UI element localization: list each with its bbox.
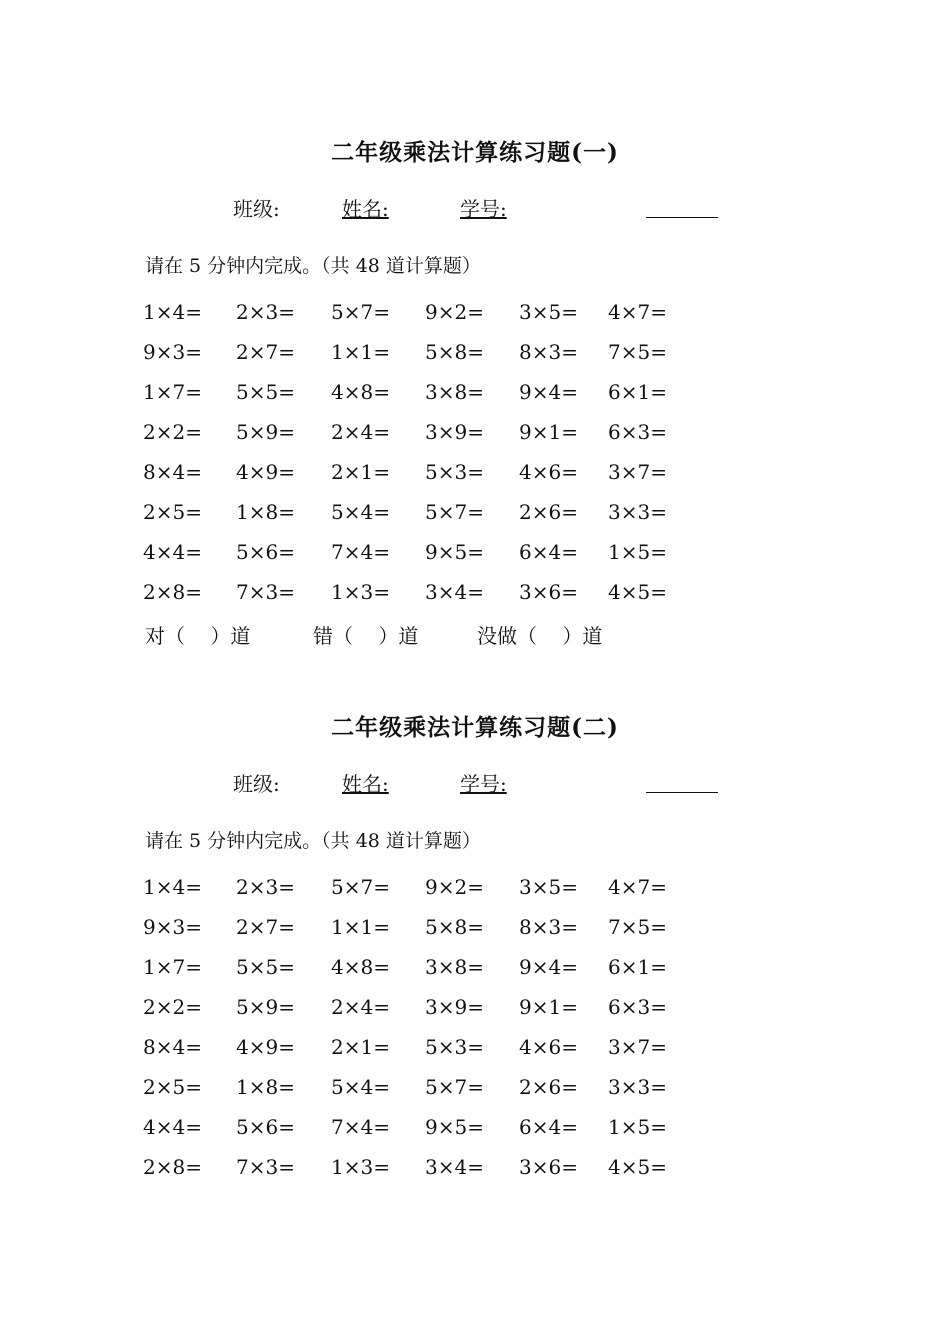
problem-cell: 5×6=: [236, 540, 295, 564]
problem-cell: 5×9=: [236, 995, 295, 1019]
problem-cell: 6×4=: [519, 540, 578, 564]
problem-cell: 3×5=: [519, 300, 578, 324]
problem-cell: 3×9=: [425, 995, 484, 1019]
problem-cell: 4×9=: [236, 1035, 295, 1059]
problem-cell: 2×3=: [236, 875, 295, 899]
problem-cell: 6×1=: [608, 955, 667, 979]
sheet-title: 二年级乘法计算练习题(二): [331, 714, 619, 741]
problem-cell: 3×6=: [519, 580, 578, 604]
problem-cell: 3×4=: [425, 580, 484, 604]
problem-cell: 9×5=: [425, 1115, 484, 1139]
problem-row: [143, 915, 743, 955]
problem-cell: 4×4=: [143, 1115, 202, 1139]
problem-cell: 9×5=: [425, 540, 484, 564]
instruction: 请在 5 分钟内完成。（共 48 道计算题）: [145, 255, 481, 277]
problem-cell: 4×5=: [608, 580, 667, 604]
problem-cell: 5×6=: [236, 1115, 295, 1139]
student-id-label: 学号:: [460, 772, 507, 796]
problem-cell: 3×8=: [425, 955, 484, 979]
problem-cell: 2×8=: [143, 1155, 202, 1179]
problem-cell: 4×7=: [608, 875, 667, 899]
problem-row: [143, 1075, 743, 1115]
problem-cell: 9×2=: [425, 875, 484, 899]
problem-cell: 6×4=: [519, 1115, 578, 1139]
problem-cell: 1×1=: [331, 340, 390, 364]
score-wrong: 错（ ）道: [313, 624, 419, 648]
problem-row: [143, 460, 743, 500]
problem-cell: 1×4=: [143, 875, 202, 899]
problem-cell: 2×8=: [143, 580, 202, 604]
problem-cell: 7×4=: [331, 540, 390, 564]
problem-cell: 2×7=: [236, 915, 295, 939]
score-correct: 对（ ）道: [145, 624, 251, 648]
problem-cell: 9×4=: [519, 955, 578, 979]
problem-cell: 2×5=: [143, 500, 202, 524]
problem-cell: 1×8=: [236, 500, 295, 524]
problem-cell: 1×3=: [331, 580, 390, 604]
problem-cell: 1×5=: [608, 540, 667, 564]
problem-cell: 4×7=: [608, 300, 667, 324]
problem-cell: 5×7=: [331, 300, 390, 324]
problem-cell: 4×6=: [519, 460, 578, 484]
problem-cell: 6×3=: [608, 420, 667, 444]
problem-cell: 2×4=: [331, 420, 390, 444]
problem-cell: 9×1=: [519, 995, 578, 1019]
problem-cell: 3×3=: [608, 500, 667, 524]
score-undone: 没做（ ）道: [477, 624, 603, 648]
problem-cell: 5×5=: [236, 955, 295, 979]
problem-row: [143, 875, 743, 915]
problem-row: [143, 300, 743, 340]
problem-cell: 2×6=: [519, 500, 578, 524]
problem-cell: 4×5=: [608, 1155, 667, 1179]
problem-cell: 7×3=: [236, 580, 295, 604]
problem-cell: 5×4=: [331, 500, 390, 524]
problem-cell: 2×5=: [143, 1075, 202, 1099]
problem-cell: 3×3=: [608, 1075, 667, 1099]
problem-row: [143, 1155, 743, 1195]
problem-cell: 9×3=: [143, 915, 202, 939]
problem-row: [143, 1115, 743, 1155]
problem-row: [143, 540, 743, 580]
problem-cell: 2×7=: [236, 340, 295, 364]
problem-cell: 3×6=: [519, 1155, 578, 1179]
problem-cell: 4×6=: [519, 1035, 578, 1059]
problem-cell: 9×2=: [425, 300, 484, 324]
problem-cell: 3×4=: [425, 1155, 484, 1179]
problem-cell: 1×7=: [143, 955, 202, 979]
problem-cell: 5×3=: [425, 460, 484, 484]
problem-cell: 5×5=: [236, 380, 295, 404]
problem-cell: 3×8=: [425, 380, 484, 404]
problem-cell: 5×8=: [425, 915, 484, 939]
problem-cell: 7×5=: [608, 340, 667, 364]
problem-row: [143, 420, 743, 460]
problem-row: [143, 995, 743, 1035]
problem-cell: 8×3=: [519, 340, 578, 364]
problem-row: [143, 955, 743, 995]
problem-cell: 1×5=: [608, 1115, 667, 1139]
problem-cell: 9×4=: [519, 380, 578, 404]
student-id-label: 学号:: [460, 197, 507, 221]
problem-cell: 4×9=: [236, 460, 295, 484]
problem-cell: 5×3=: [425, 1035, 484, 1059]
name-label: 姓名:: [342, 772, 389, 796]
name-label: 姓名:: [342, 197, 389, 221]
problem-cell: 1×8=: [236, 1075, 295, 1099]
problem-cell: 3×7=: [608, 460, 667, 484]
problem-cell: 5×4=: [331, 1075, 390, 1099]
problem-cell: 2×4=: [331, 995, 390, 1019]
problem-cell: 2×2=: [143, 420, 202, 444]
problem-cell: 9×1=: [519, 420, 578, 444]
problem-cell: 3×9=: [425, 420, 484, 444]
problem-cell: 2×1=: [331, 1035, 390, 1059]
problem-cell: 3×7=: [608, 1035, 667, 1059]
problem-cell: 2×6=: [519, 1075, 578, 1099]
problem-cell: 5×8=: [425, 340, 484, 364]
problem-cell: 8×4=: [143, 1035, 202, 1059]
problem-row: [143, 380, 743, 420]
instruction: 请在 5 分钟内完成。（共 48 道计算题）: [145, 830, 481, 852]
problem-cell: 1×4=: [143, 300, 202, 324]
problem-cell: 4×8=: [331, 380, 390, 404]
problem-cell: 1×7=: [143, 380, 202, 404]
problem-row: [143, 580, 743, 620]
problem-row: [143, 500, 743, 540]
problem-cell: 5×7=: [425, 500, 484, 524]
problem-cell: 2×2=: [143, 995, 202, 1019]
problem-cell: 5×7=: [425, 1075, 484, 1099]
blank-line: [646, 768, 718, 793]
problem-cell: 2×3=: [236, 300, 295, 324]
problem-cell: 6×3=: [608, 995, 667, 1019]
problem-cell: 6×1=: [608, 380, 667, 404]
problem-cell: 9×3=: [143, 340, 202, 364]
problem-cell: 5×9=: [236, 420, 295, 444]
problem-row: [143, 1035, 743, 1075]
problem-cell: 4×8=: [331, 955, 390, 979]
problem-cell: 7×5=: [608, 915, 667, 939]
problem-cell: 1×3=: [331, 1155, 390, 1179]
problem-cell: 4×4=: [143, 540, 202, 564]
problem-cell: 7×4=: [331, 1115, 390, 1139]
sheet-title: 二年级乘法计算练习题(一): [331, 139, 619, 166]
problem-cell: 8×4=: [143, 460, 202, 484]
problem-cell: 3×5=: [519, 875, 578, 899]
blank-line: [646, 193, 718, 218]
problem-cell: 8×3=: [519, 915, 578, 939]
problem-row: [143, 340, 743, 380]
problem-cell: 7×3=: [236, 1155, 295, 1179]
problem-cell: 2×1=: [331, 460, 390, 484]
class-label: 班级:: [233, 772, 280, 796]
problem-cell: 1×1=: [331, 915, 390, 939]
class-label: 班级:: [233, 197, 280, 221]
problem-cell: 5×7=: [331, 875, 390, 899]
